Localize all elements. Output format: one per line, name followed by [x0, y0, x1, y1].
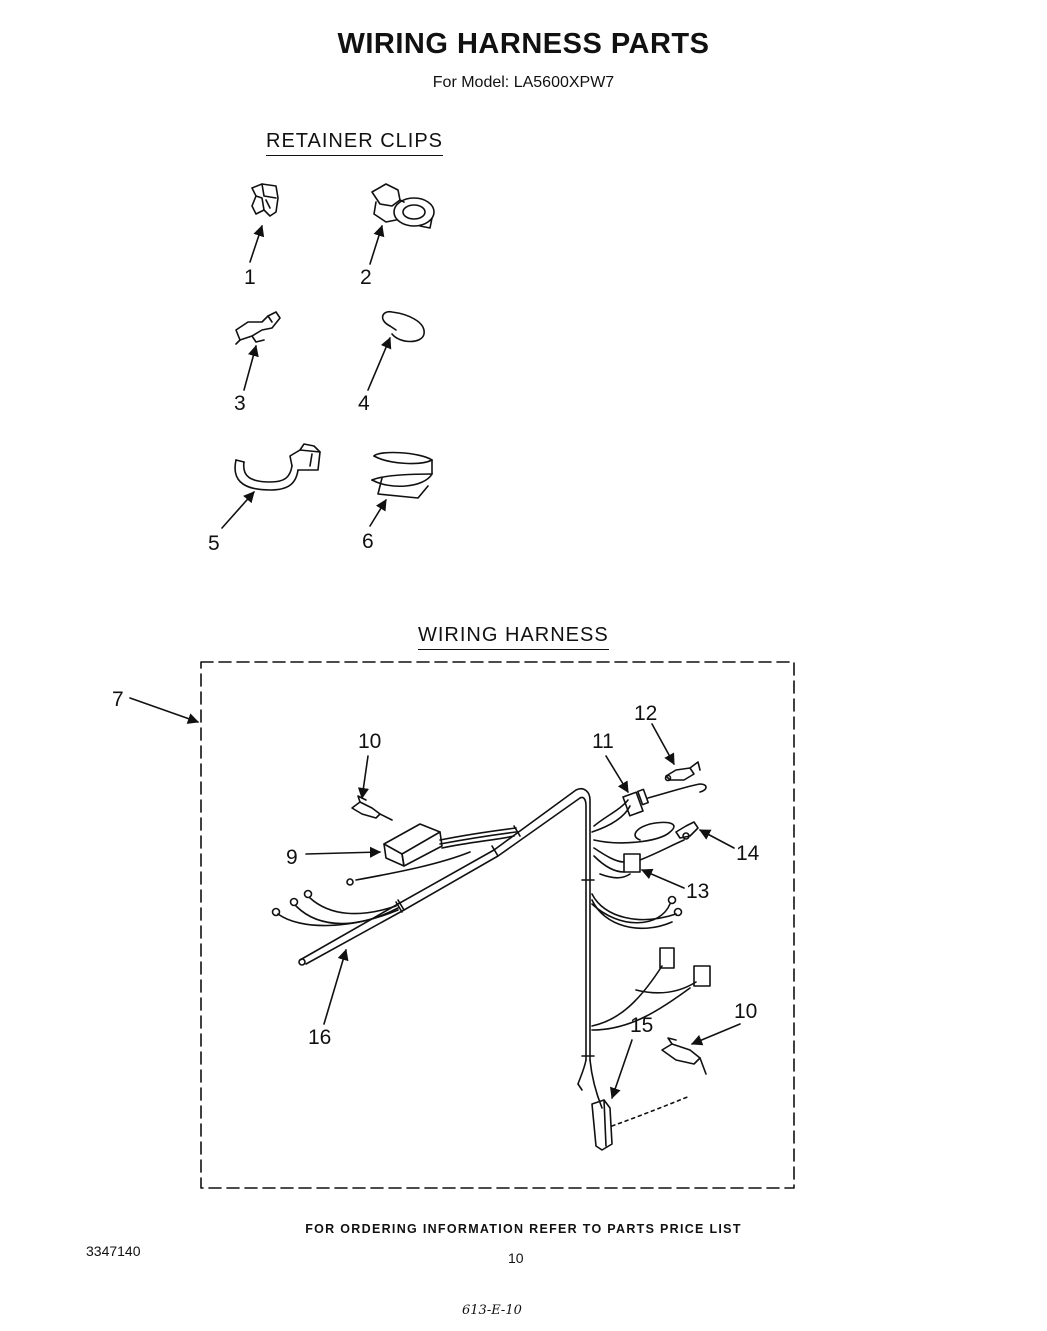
- callout-2: 2: [360, 266, 372, 289]
- callout-4: 4: [358, 392, 370, 415]
- callout-13: 13: [686, 880, 710, 903]
- leader-5: [222, 492, 254, 528]
- leader-7: [130, 698, 198, 722]
- callout-3: 3: [234, 392, 246, 415]
- leader-2: [370, 226, 382, 264]
- page-number: 10: [508, 1250, 524, 1266]
- callout-12: 12: [634, 702, 658, 725]
- retainer-clips-heading: RETAINER CLIPS: [266, 130, 443, 156]
- leader-6: [370, 500, 386, 526]
- harness-drawing: [273, 762, 711, 1150]
- leader-10b: [692, 1024, 740, 1044]
- leader-1: [250, 226, 262, 262]
- handwritten-code: 613-E-10: [462, 1303, 522, 1318]
- leader-16: [324, 950, 346, 1024]
- callout-9: 9: [286, 846, 298, 869]
- page-title: WIRING HARNESS PARTS: [337, 28, 710, 60]
- leader-10a: [362, 756, 368, 798]
- model-label: For Model: LA5600XPW7: [432, 74, 615, 91]
- callout-6: 6: [362, 530, 374, 553]
- leader-3: [244, 346, 256, 390]
- document-number: 3347140: [86, 1243, 141, 1259]
- leader-13: [642, 870, 684, 888]
- callout-7: 7: [112, 688, 124, 711]
- callout-14: 14: [736, 842, 760, 865]
- callout-1: 1: [244, 266, 256, 289]
- clip-4-drawing: [383, 312, 425, 342]
- leader-4: [368, 338, 390, 390]
- clip-1-drawing: [252, 184, 278, 216]
- clip-6-drawing: [372, 453, 432, 498]
- wiring-harness-heading: WIRING HARNESS: [418, 624, 609, 650]
- leader-12: [652, 724, 674, 764]
- callout-11: 11: [592, 730, 614, 753]
- ordering-note: FOR ORDERING INFORMATION REFER TO PARTS PRICE LIST: [305, 1222, 742, 1236]
- leader-11: [606, 756, 628, 792]
- callout-15: 15: [630, 1014, 654, 1037]
- callout-10-upper: 10: [358, 730, 382, 753]
- callout-10-lower: 10: [734, 1000, 758, 1023]
- callout-16: 16: [308, 1026, 332, 1049]
- leader-14: [700, 830, 734, 848]
- callout-5: 5: [208, 532, 220, 555]
- leader-15: [612, 1040, 632, 1098]
- clip-5-drawing: [235, 444, 320, 490]
- leader-9: [306, 852, 380, 854]
- clip-3-drawing: [236, 312, 280, 344]
- clip-2-drawing: [372, 184, 434, 228]
- harness-kit-boundary: [201, 662, 794, 1188]
